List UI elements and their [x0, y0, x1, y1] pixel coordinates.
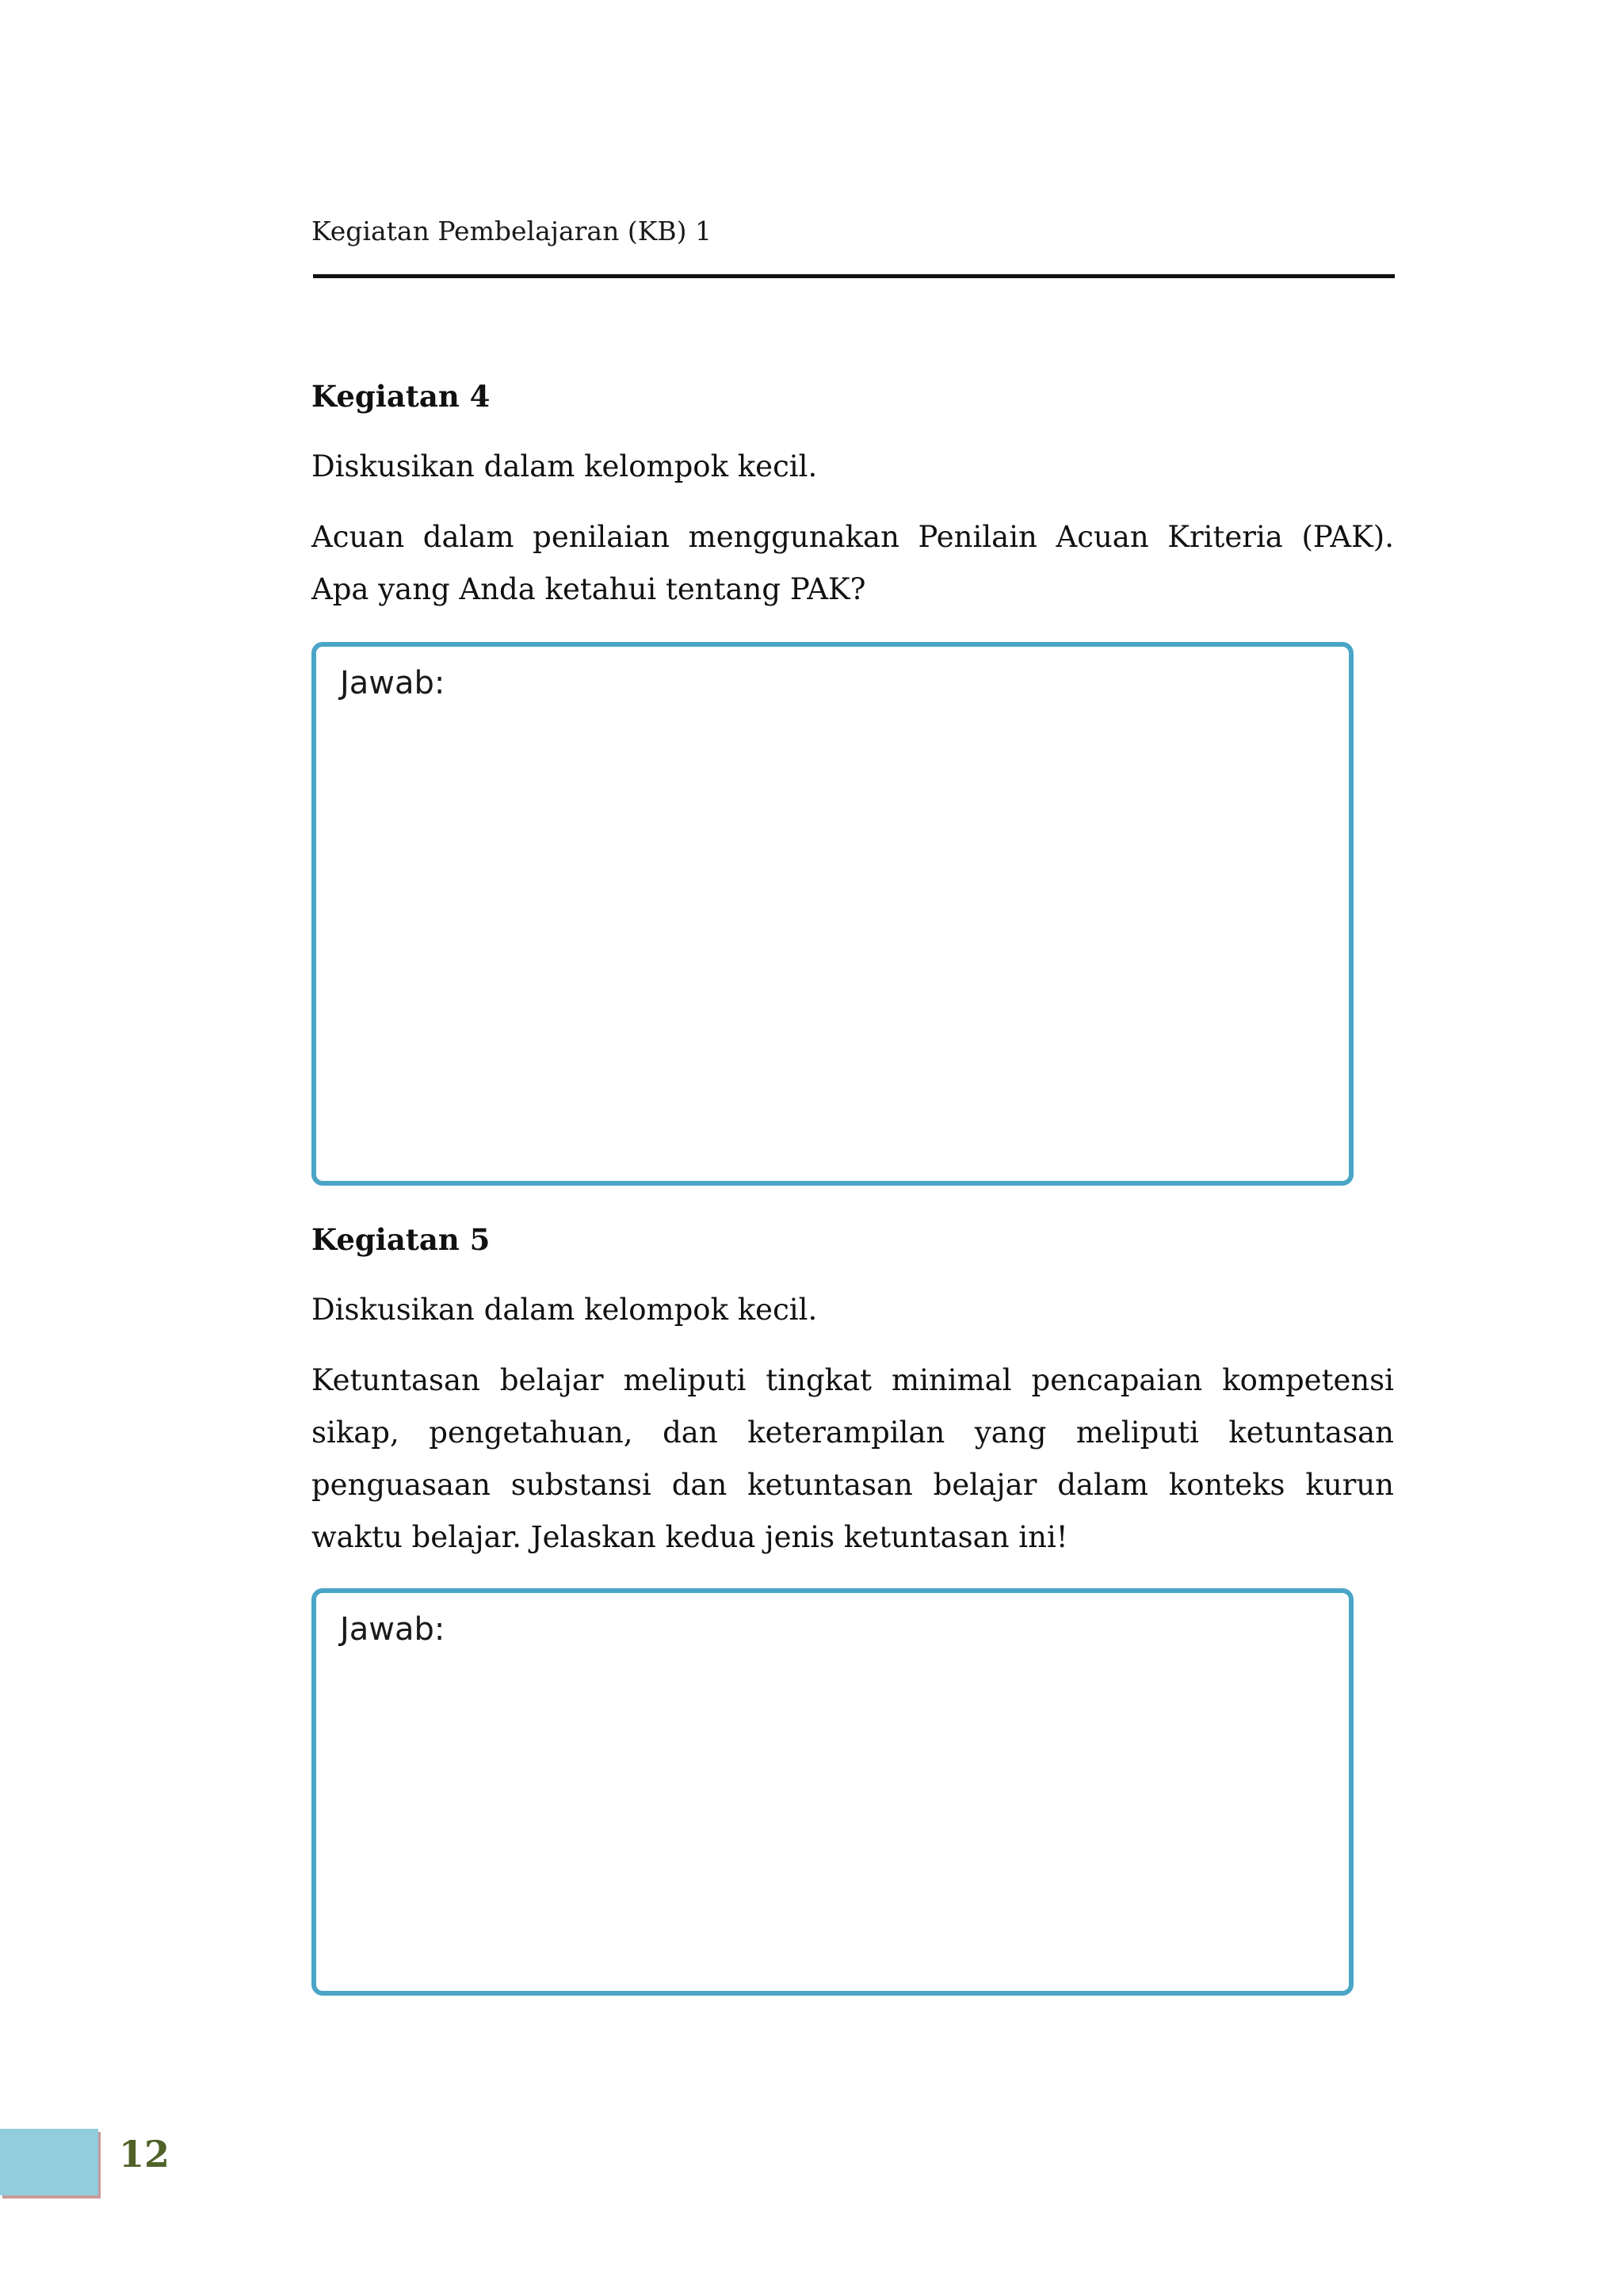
answer-box[interactable] [311, 642, 1354, 1186]
header-divider [313, 274, 1395, 278]
section-question: Acuan dalam penilaian menggunakan Penilain Acuan Kriteria (PAK). Apa yang Anda ketahui tentang PAK? [311, 520, 1394, 606]
section-title: Kegiatan 5 [311, 1222, 491, 1257]
section-instruction: Diskusikan dalam kelompok kecil. [311, 1293, 818, 1327]
section-instruction: Diskusikan dalam kelompok kecil. [311, 449, 818, 483]
answer-label: Jawab: [340, 1611, 445, 1648]
answer-box[interactable] [311, 1588, 1354, 1996]
running-header-title: Kegiatan Pembelajaran (KB) 1 [311, 216, 712, 246]
page-number: 12 [119, 2133, 170, 2176]
section-question: Ketuntasan belajar meliputi tingkat minimal pencapaian kompetensi sikap, pengetahuan, dan keterampilan yang meliputi ketuntasan penguasaan substansi dan ketuntasan belajar dalam konteks kurun waktu belajar. Jelaskan kedua jenis ketuntasan ini! [311, 1363, 1394, 1554]
answer-label: Jawab: [340, 665, 445, 701]
page-number-tab [0, 2129, 98, 2195]
section-title: Kegiatan 4 [311, 379, 491, 414]
